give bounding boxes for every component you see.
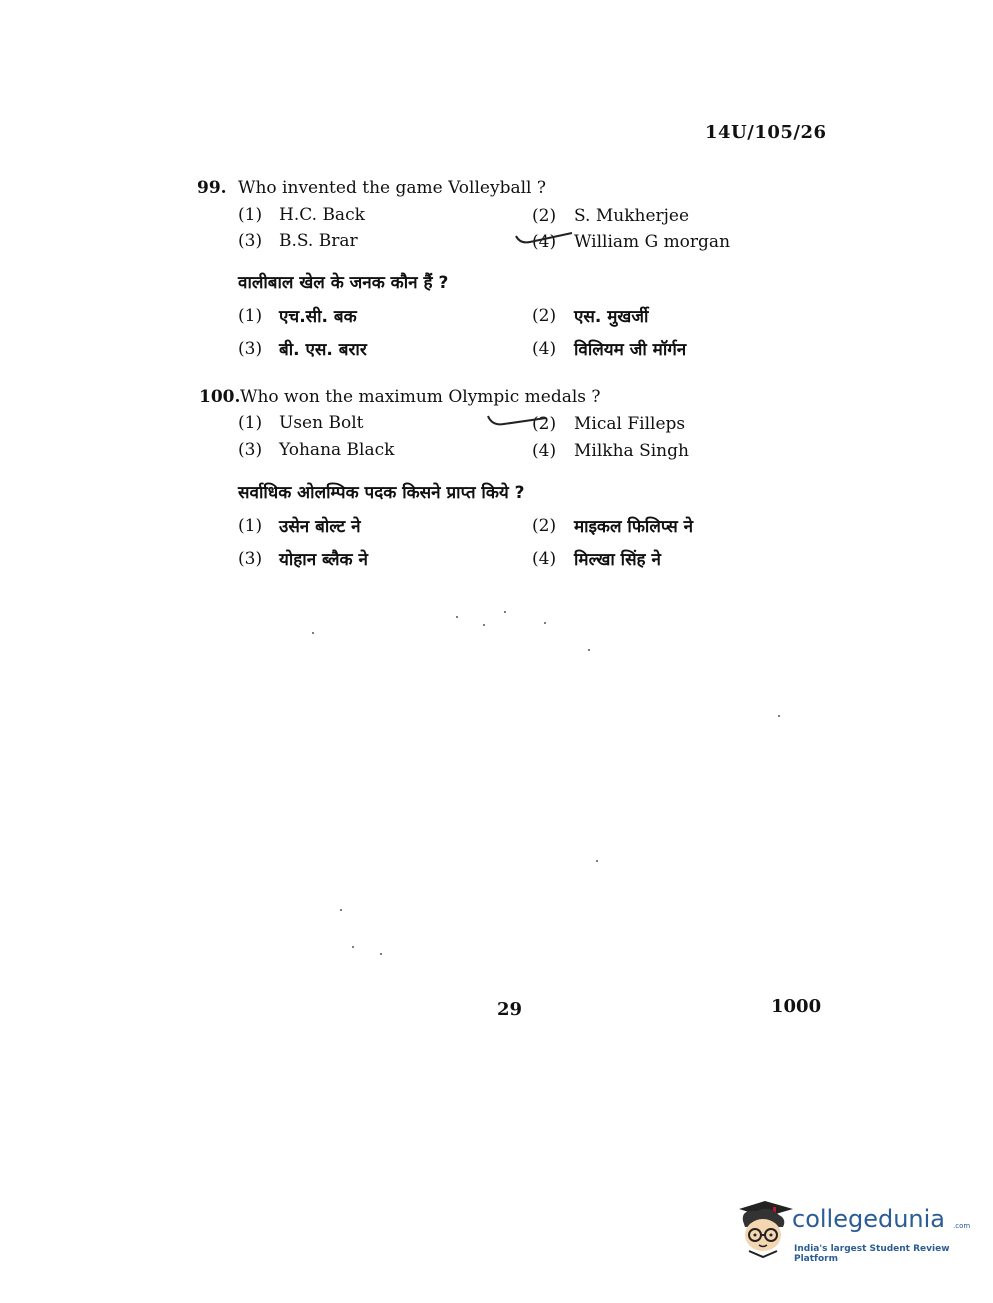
question-text-en: Who won the maximum Olympic medals ? (240, 387, 601, 407)
scan-speck (596, 860, 598, 862)
question-number: 99. (197, 178, 227, 198)
option-num: (2) (532, 306, 557, 326)
scan-speck (588, 649, 590, 651)
question-text-hi: सर्वाधिक ओलम्पिक पदक किसने प्राप्त किये ? (238, 483, 525, 503)
option-num: (4) (532, 232, 557, 252)
option-num: (4) (532, 549, 557, 569)
question-text-en: Who invented the game Volleyball ? (238, 178, 546, 198)
option-text-hi: एच.सी. बक (279, 307, 357, 327)
page-number: 29 (497, 999, 523, 1020)
option-text: Mical Filleps (574, 414, 686, 434)
question-count: 1000 (771, 996, 822, 1017)
scan-speck (544, 622, 546, 624)
option-num: (1) (238, 306, 263, 326)
option-text: Milkha Singh (574, 441, 689, 461)
option-num: (2) (532, 206, 557, 226)
option-text: Yohana Black (279, 440, 395, 460)
option-text-hi: मिल्खा सिंह ने (574, 550, 661, 570)
brand-tagline: India's largest Student Review Platform (794, 1244, 950, 1264)
option-text-hi: एस. मुखर्जी (574, 307, 649, 327)
option-text: H.C. Back (279, 205, 365, 225)
scan-speck (340, 909, 342, 911)
option-text-hi: उसेन बोल्ट ने (279, 517, 361, 537)
question-number: 100. (199, 387, 241, 407)
option-num: (1) (238, 205, 263, 225)
option-num: (2) (532, 516, 557, 536)
option-num: (3) (238, 231, 263, 251)
option-num: (4) (532, 339, 557, 359)
option-text-hi: माइकल फिलिप्स ने (574, 517, 694, 537)
scan-speck (504, 611, 506, 613)
option-text-hi: बी. एस. बरार (279, 340, 367, 360)
option-num: (4) (532, 441, 557, 461)
option-text-hi: योहान ब्लैक ने (279, 550, 368, 570)
scan-speck (778, 715, 780, 717)
option-num: (2) (532, 414, 557, 434)
question-text-hi: वालीबाल खेल के जनक कौन हैं ? (238, 273, 449, 293)
option-num: (1) (238, 413, 263, 433)
scan-speck (456, 616, 458, 618)
brand-suffix: .com (953, 1222, 971, 1230)
option-text: S. Mukherjee (574, 206, 690, 226)
option-num: (1) (238, 516, 263, 536)
option-text-hi: विलियम जी मॉर्गन (574, 340, 687, 360)
brand-name: collegedunia (792, 1205, 946, 1233)
scan-speck (312, 632, 314, 634)
paper-code: 14U/105/26 (705, 122, 827, 143)
option-num: (3) (238, 339, 263, 359)
scan-speck (483, 624, 485, 626)
answer-tick-mark (512, 228, 582, 248)
scan-speck (380, 953, 382, 955)
answer-tick-mark (484, 408, 557, 434)
option-text: B.S. Brar (279, 231, 358, 251)
scan-speck (352, 946, 354, 948)
option-text: William G morgan (574, 232, 731, 252)
option-text: Usen Bolt (279, 413, 364, 433)
option-num: (3) (238, 440, 263, 460)
option-num: (3) (238, 549, 263, 569)
